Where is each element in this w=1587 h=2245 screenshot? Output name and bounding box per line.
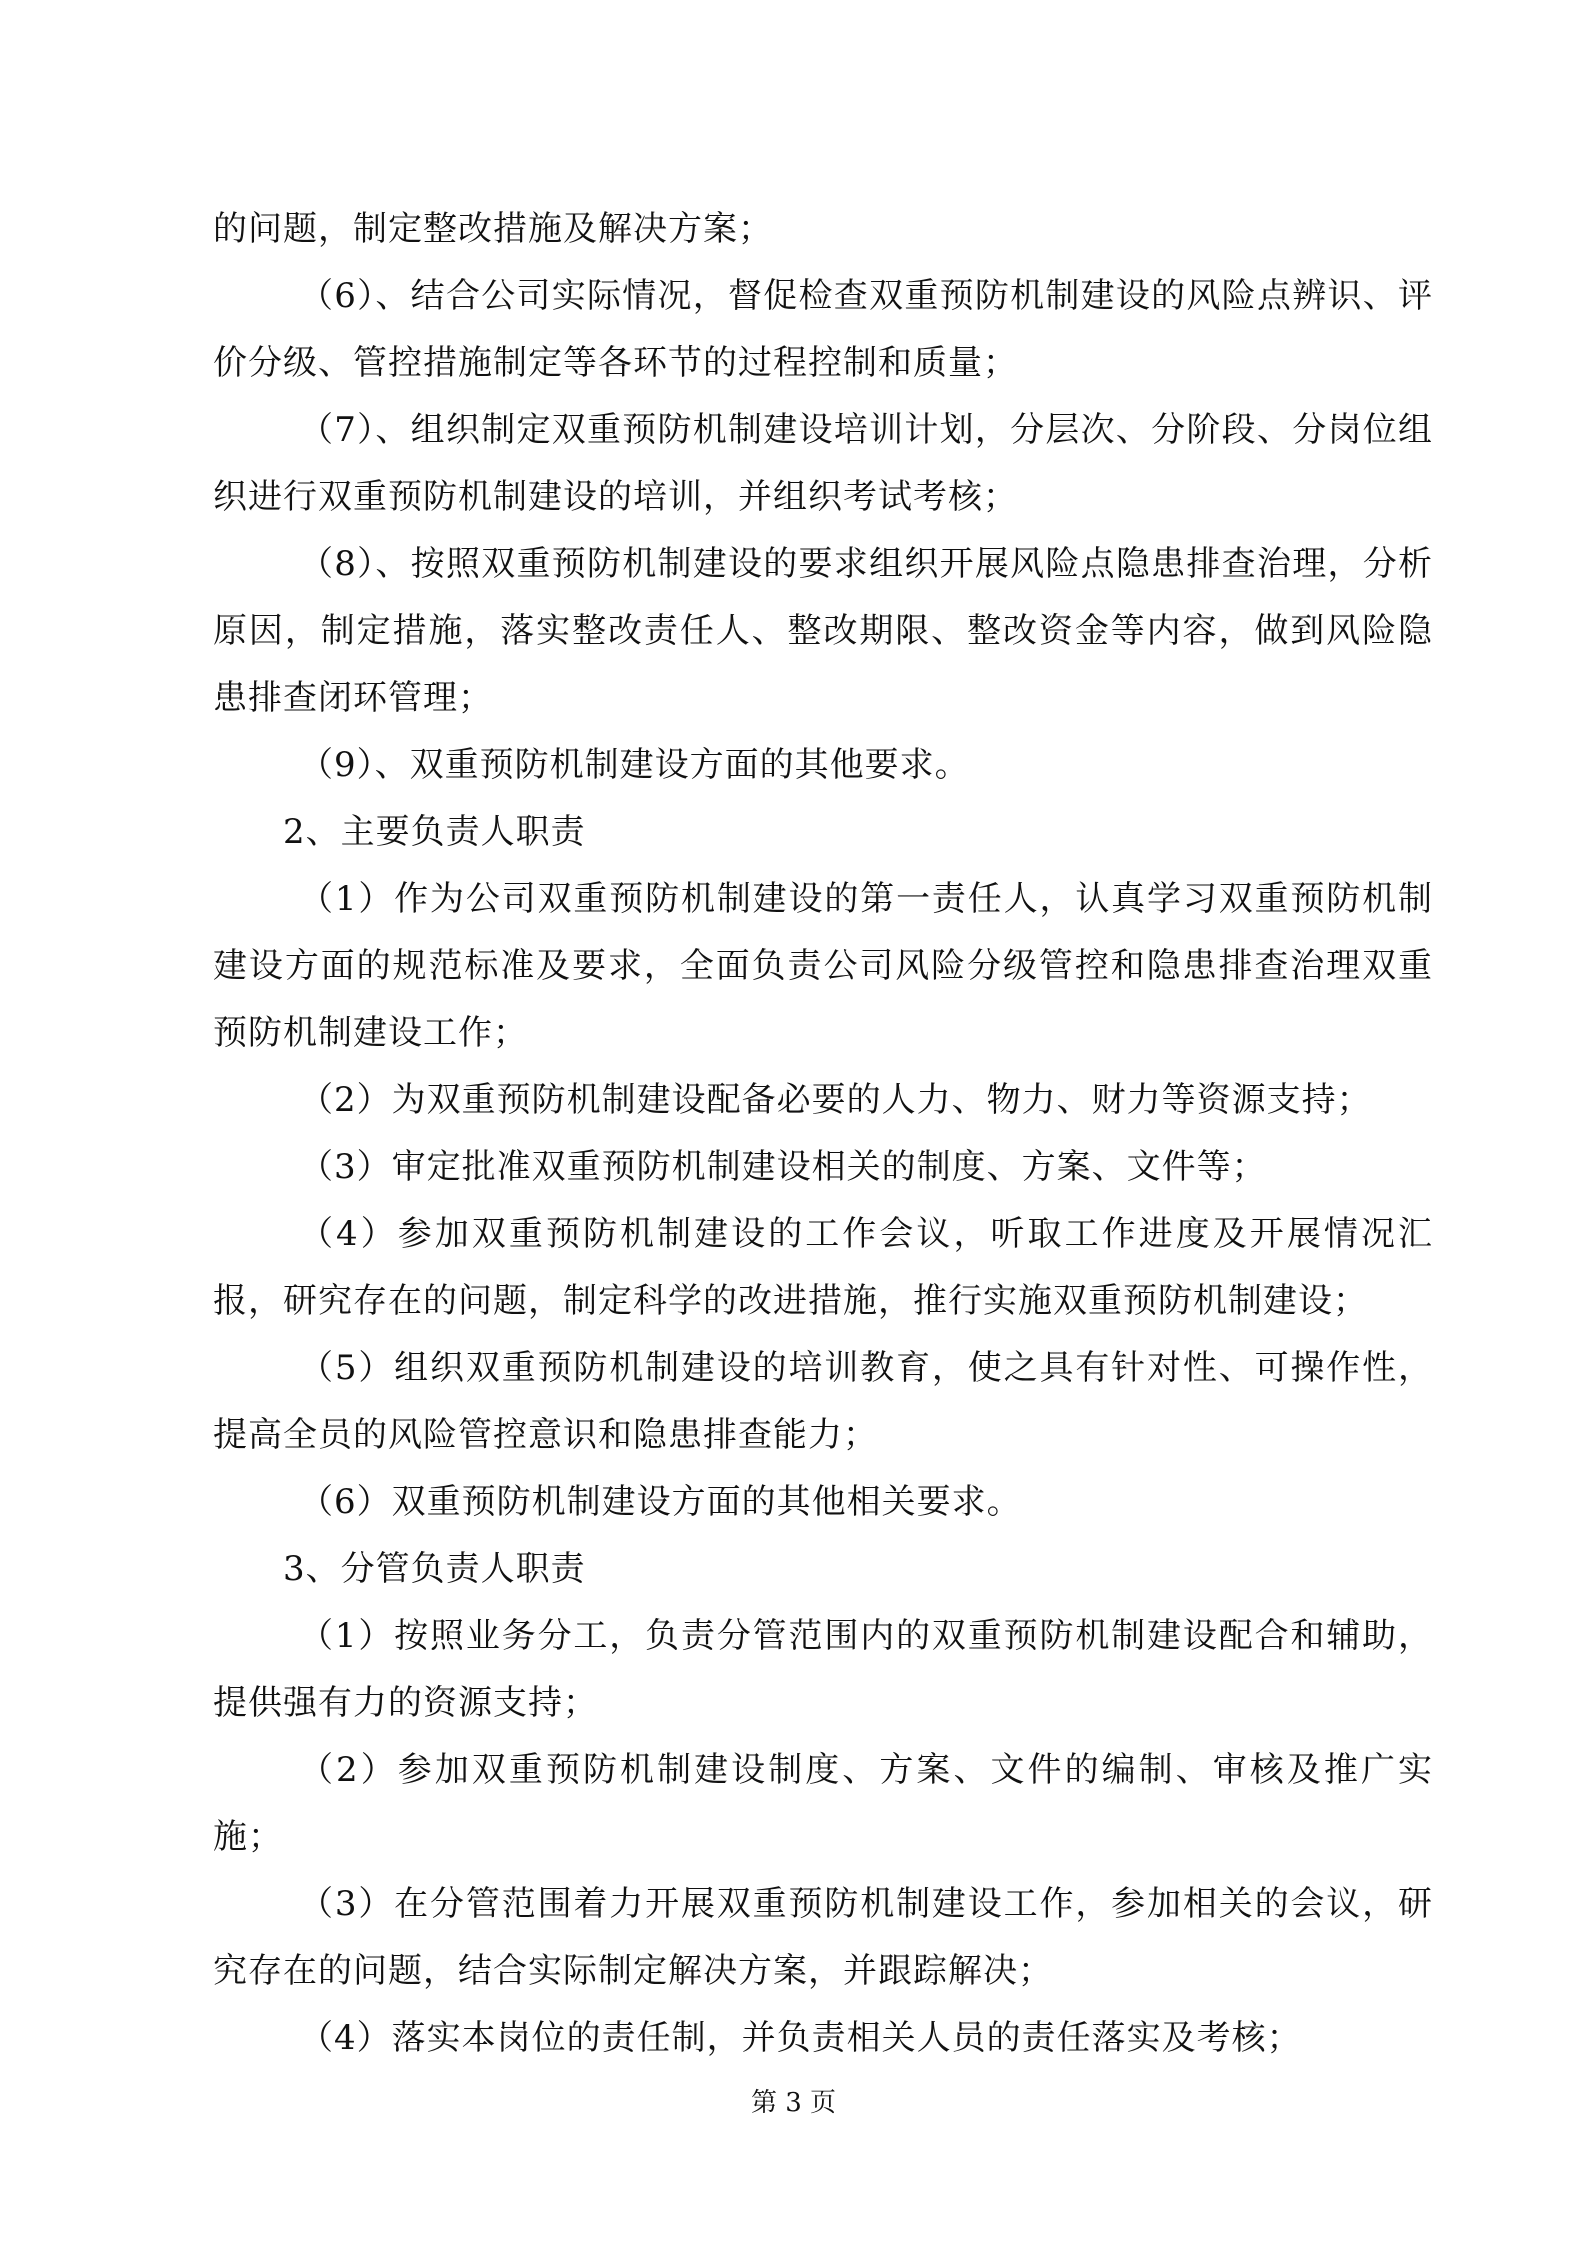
paragraph-continuation: 的问题，制定整改措施及解决方案； [213,209,773,249]
paragraph-item-9: （9）、双重预防机制建设方面的其他要求。 [299,745,970,785]
paragraph-main-2: （2）为双重预防机制建设配备必要的人力、物力、财力等资源支持； [299,1080,1372,1120]
document-body [213,196,1433,2072]
section-heading-3: 3、分管负责人职责 [283,1549,586,1589]
paragraph-item-6: （6）、结合公司实际情况，督促检查双重预防机制建设的风险点辨识、评价分级、管控措施制定等各环节的过程控制和质量； [213,276,1433,383]
paragraph-main-5: （5）组织双重预防机制建设的培训教育，使之具有针对性、可操作性，提高全员的风险管控意识和隐患排查能力； [213,1348,1433,1455]
paragraph-main-6: （6）双重预防机制建设方面的其他相关要求。 [299,1482,1022,1522]
page-number: 第 3 页 [750,2088,837,2118]
paragraph-deputy-2: （2）参加双重预防机制建设制度、方案、文件的编制、审核及推广实施； [213,1750,1433,1857]
paragraph-deputy-1: （1）按照业务分工，负责分管范围内的双重预防机制建设配合和辅助，提供强有力的资源支持； [213,1616,1433,1723]
paragraph-main-3: （3）审定批准双重预防机制建设相关的制度、方案、文件等； [299,1147,1267,1187]
paragraph-main-4: （4）参加双重预防机制建设的工作会议，听取工作进度及开展情况汇报，研究存在的问题，制定科学的改进措施，推行实施双重预防机制建设； [213,1214,1433,1321]
paragraph-item-8: （8）、按照双重预防机制建设的要求组织开展风险点隐患排查治理，分析原因，制定措施，落实整改责任人、整改期限、整改资金等内容，做到风险隐患排查闭环管理； [213,544,1433,718]
paragraph-main-1: （1）作为公司双重预防机制建设的第一责任人，认真学习双重预防机制建设方面的规范标准及要求，全面负责公司风险分级管控和隐患排查治理双重预防机制建设工作； [213,879,1433,1053]
section-heading-2: 2、主要负责人职责 [283,812,586,852]
paragraph-item-7: （7）、组织制定双重预防机制建设培训计划，分层次、分阶段、分岗位组织进行双重预防机制建设的培训，并组织考试考核； [213,410,1433,517]
paragraph-deputy-3: （3）在分管范围着力开展双重预防机制建设工作，参加相关的会议，研究存在的问题，结合实际制定解决方案，并跟踪解决； [213,1884,1433,1991]
paragraph-deputy-4: （4）落实本岗位的责任制，并负责相关人员的责任落实及考核； [299,2018,1302,2058]
